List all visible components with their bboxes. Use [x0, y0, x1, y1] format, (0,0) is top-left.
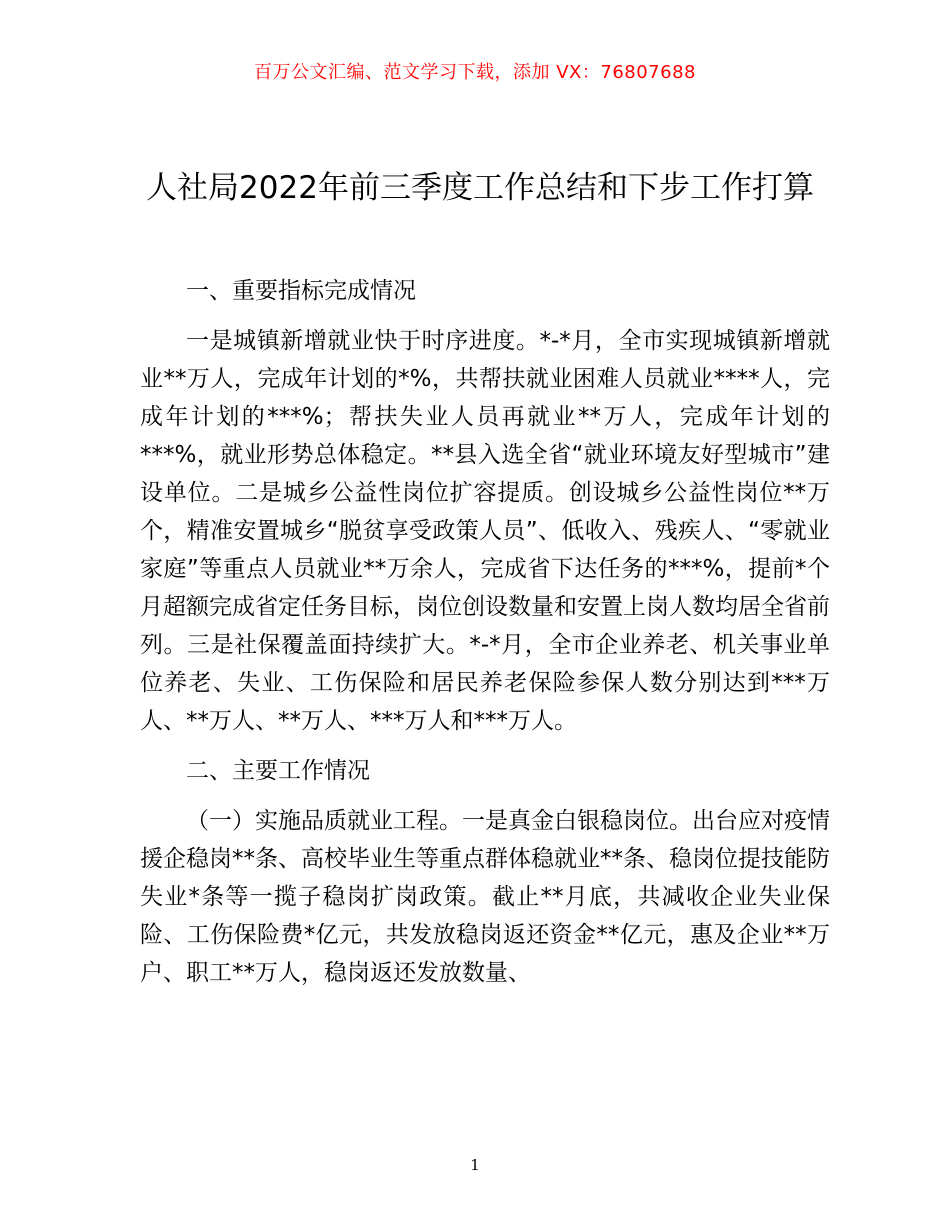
page-number: 1 [470, 1156, 480, 1174]
document-body [140, 272, 830, 1004]
document-title: 人社局2022年前三季度工作总结和下步工作打算 [146, 170, 814, 206]
header-watermark-note: 百万公文汇编、范文学习下载，添加 VX：76807688 [254, 62, 696, 83]
section-heading-1: 一、重要指标完成情况 [186, 278, 416, 304]
section-heading-2: 二、主要工作情况 [186, 758, 370, 784]
section-paragraph-1: 一是城镇新增就业快于时序进度。*-*月，全市实现城镇新增就业**万人，完成年计划的*%，共帮扶就业困难人员就业****人，完成年计划的***%；帮扶失业人员再就业**万人，完成年计划的***%，就业形势总体稳定。**县入选全省“就业环境友好型城市”建设单位。二是城乡公益性岗位扩容提质。创设城乡公益性岗位**万个，精准安置城乡“脱贫享受政策人员”、低收入、残疾人、“零就业家庭”等重点人员就业**万余人，完成省下达任务的***%，提前*个月超额完成省定任务目标，岗位创设数量和安置上岗人数均居全省前列。三是社保覆盖面持续扩大。*-*月，全市企业养老、机关事业单位养老、失业、工伤保险和居民养老保险参保人数分别达到***万人、**万人、**万人、***万人和***万人。 [140, 328, 830, 734]
section-paragraph-2: （一）实施品质就业工程。一是真金白银稳岗位。出台应对疫情援企稳岗**条、高校毕业生等重点群体稳就业**条、稳岗位提技能防失业*条等一揽子稳岗扩岗政策。截止**月底，共减收企业失业保险、工伤保险费*亿元，共发放稳岗返还资金**亿元，惠及企业**万户、职工**万人，稳岗返还发放数量、 [140, 808, 830, 986]
